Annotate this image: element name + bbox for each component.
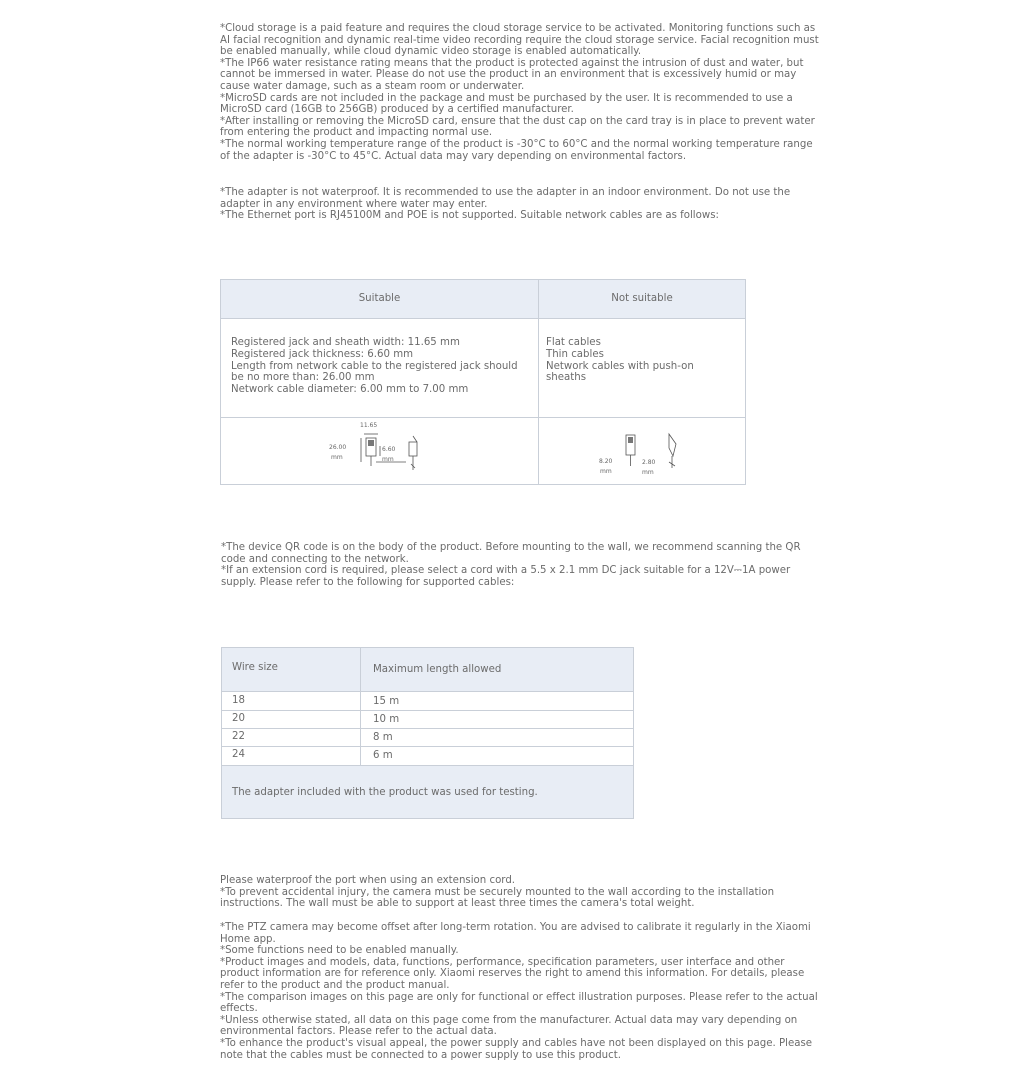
note-ip66: *The IP66 water resistance rating means that the product is protected against the intrusion of dust and water, but cannot be immersed in water. Please do not use the product in an environment that is excessively humid or may cause water damage, such as a steam room or underwater.: [220, 57, 804, 92]
dim-ns-thickness-unit: mm: [642, 469, 654, 476]
header-max-length: Maximum length allowed: [373, 664, 502, 675]
note-manufacturer-data: *Unless otherwise stated, all data on this page come from the manufacturer. Actual data may vary depending on environmental factors. Please refer to the actual data.: [220, 1014, 798, 1038]
note-temperature: *The normal working temperature range of the product is -30°C to 60°C and the normal working temperature range of the adapter is -30°C to 45°C. Actual data may vary depending on environmental factors.: [220, 138, 813, 162]
not-suitable-flat: Flat cables: [546, 337, 601, 348]
notes-section-qr-extension: [221, 542, 821, 588]
dim-thickness-value: 6.60: [382, 446, 396, 453]
notes-section-mounting: [220, 875, 820, 910]
max-length-cell: 8 m: [373, 732, 393, 743]
spec-jack-thickness: Registered jack thickness: 6.60 mm: [231, 348, 414, 360]
cable-table-diagram-row: [221, 418, 745, 486]
wire-table-footnote: The adapter included with the product was used for testing.: [232, 787, 538, 798]
table-row: [222, 746, 633, 764]
wire-size-cell: 24: [232, 749, 245, 760]
header-wire-size: Wire size: [232, 662, 278, 673]
note-waterproof-port: Please waterproof the port when using an extension cord.: [220, 875, 516, 886]
not-suitable-thin: Thin cables: [546, 348, 604, 360]
spec-jack-width: Registered jack and sheath width: 11.65 mm: [231, 337, 460, 348]
wire-table-divider: [360, 648, 361, 765]
notes-section-adapter-ethernet: [220, 187, 820, 222]
notes-section-disclaimers: [220, 922, 825, 1061]
network-cable-table: [220, 279, 746, 485]
note-wall-mounting: *To prevent accidental injury, the camera must be securely mounted to the wall according to the installation instructions. The wall must be able to support at least three times the camera's total weight.: [220, 886, 775, 910]
note-extension-cord: *If an extension cord is required, please select a cord with a 5.5 x 2.1 mm DC jack suitable for a 12V⎓1A power supply. Please refer to the following for supported cables:: [221, 565, 791, 588]
note-dust-cap: *After installing or removing the MicroSD card, ensure that the dust cap on the card tray is in place to prevent water from entering the product and impacting normal use.: [220, 115, 815, 139]
dim-ns-thickness-value: 2.80: [642, 459, 656, 466]
max-length-cell: 10 m: [373, 714, 400, 725]
note-functions-manual: *Some functions need to be enabled manually.: [220, 945, 459, 957]
table-row: [222, 692, 633, 711]
wire-size-cell: 18: [232, 695, 245, 706]
wire-table-footer: [222, 765, 633, 818]
note-qr-code: *The device QR code is on the body of the product. Before mounting to the wall, we recommend scanning the QR code and connecting to the network.: [221, 542, 801, 565]
cable-table-divider: [538, 280, 539, 484]
max-length-cell: 15 m: [373, 696, 400, 707]
note-cables-not-shown: *To enhance the product's visual appeal, the power supply and cables have not been displayed on this page. Please note that the cables must be connected to a power supply to use this product.: [220, 1037, 813, 1061]
note-cloud-storage: *Cloud storage is a paid feature and requires the cloud storage service to be activated. Monitoring functions such as AI facial recognition and dynamic real-time video recording require the cloud storage service. Facial recognition must be enabled manually, while cloud dynamic video storage is enabled automatically.: [220, 23, 819, 58]
table-row: [222, 710, 633, 729]
not-suitable-push-on: Network cables with push-on sheaths: [546, 360, 694, 384]
note-comparison-images: *The comparison images on this page are only for functional or effect illustration purposes. Please refer to the actual effects.: [220, 991, 818, 1015]
max-length-cell: 6 m: [373, 750, 393, 761]
dim-length-unit: mm: [331, 454, 343, 461]
header-suitable: Suitable: [358, 293, 401, 304]
dim-ns-width-value: 8.20: [599, 458, 613, 465]
wire-size-cell: 20: [232, 713, 245, 724]
dim-length-value: 26.00: [329, 444, 347, 451]
cable-diagrams: [221, 418, 745, 486]
notes-section-storage-water: [220, 23, 820, 162]
suitable-specs: [231, 337, 531, 396]
wire-table-header: [222, 648, 633, 692]
wire-size-cell: 22: [232, 731, 245, 742]
spec-diameter: Network cable diameter: 6.00 mm to 7.00 mm: [231, 384, 469, 396]
spec-length: Length from network cable to the registered jack should be no more than: 26.00 mm: [231, 360, 518, 384]
note-microsd: *MicroSD cards are not included in the package and must be purchased by the user. It is recommended to use a MicroSD card (16GB to 256GB) produced by a certified manufacturer.: [220, 92, 793, 116]
note-ptz-offset: *The PTZ camera may become offset after long-term rotation. You are advised to calibrate it regularly in the Xiaomi Home app.: [220, 922, 811, 945]
dim-width-value: 11.65: [360, 422, 378, 429]
dim-ns-width-unit: mm: [600, 468, 612, 475]
table-row: [222, 728, 633, 747]
cable-table-header: [221, 280, 745, 319]
note-ethernet-port: *The Ethernet port is RJ45100M and POE is not supported. Suitable network cables are as follows:: [220, 210, 719, 222]
wire-size-table: [221, 647, 634, 819]
cable-table-specs-row: [221, 319, 745, 418]
header-not-suitable: Not suitable: [611, 293, 673, 304]
note-reference-only: *Product images and models, data, functions, performance, specification parameters, user interface and other product information are for reference only. Xiaomi reserves the right to amend this information. For details, please refer to the product and the product manual.: [220, 956, 805, 991]
not-suitable-list: [546, 337, 736, 384]
dim-thickness-unit: mm: [382, 456, 394, 463]
note-adapter-waterproof: *The adapter is not waterproof. It is recommended to use the adapter in an indoor environment. Do not use the adapter in any environment where water may enter.: [220, 187, 791, 210]
